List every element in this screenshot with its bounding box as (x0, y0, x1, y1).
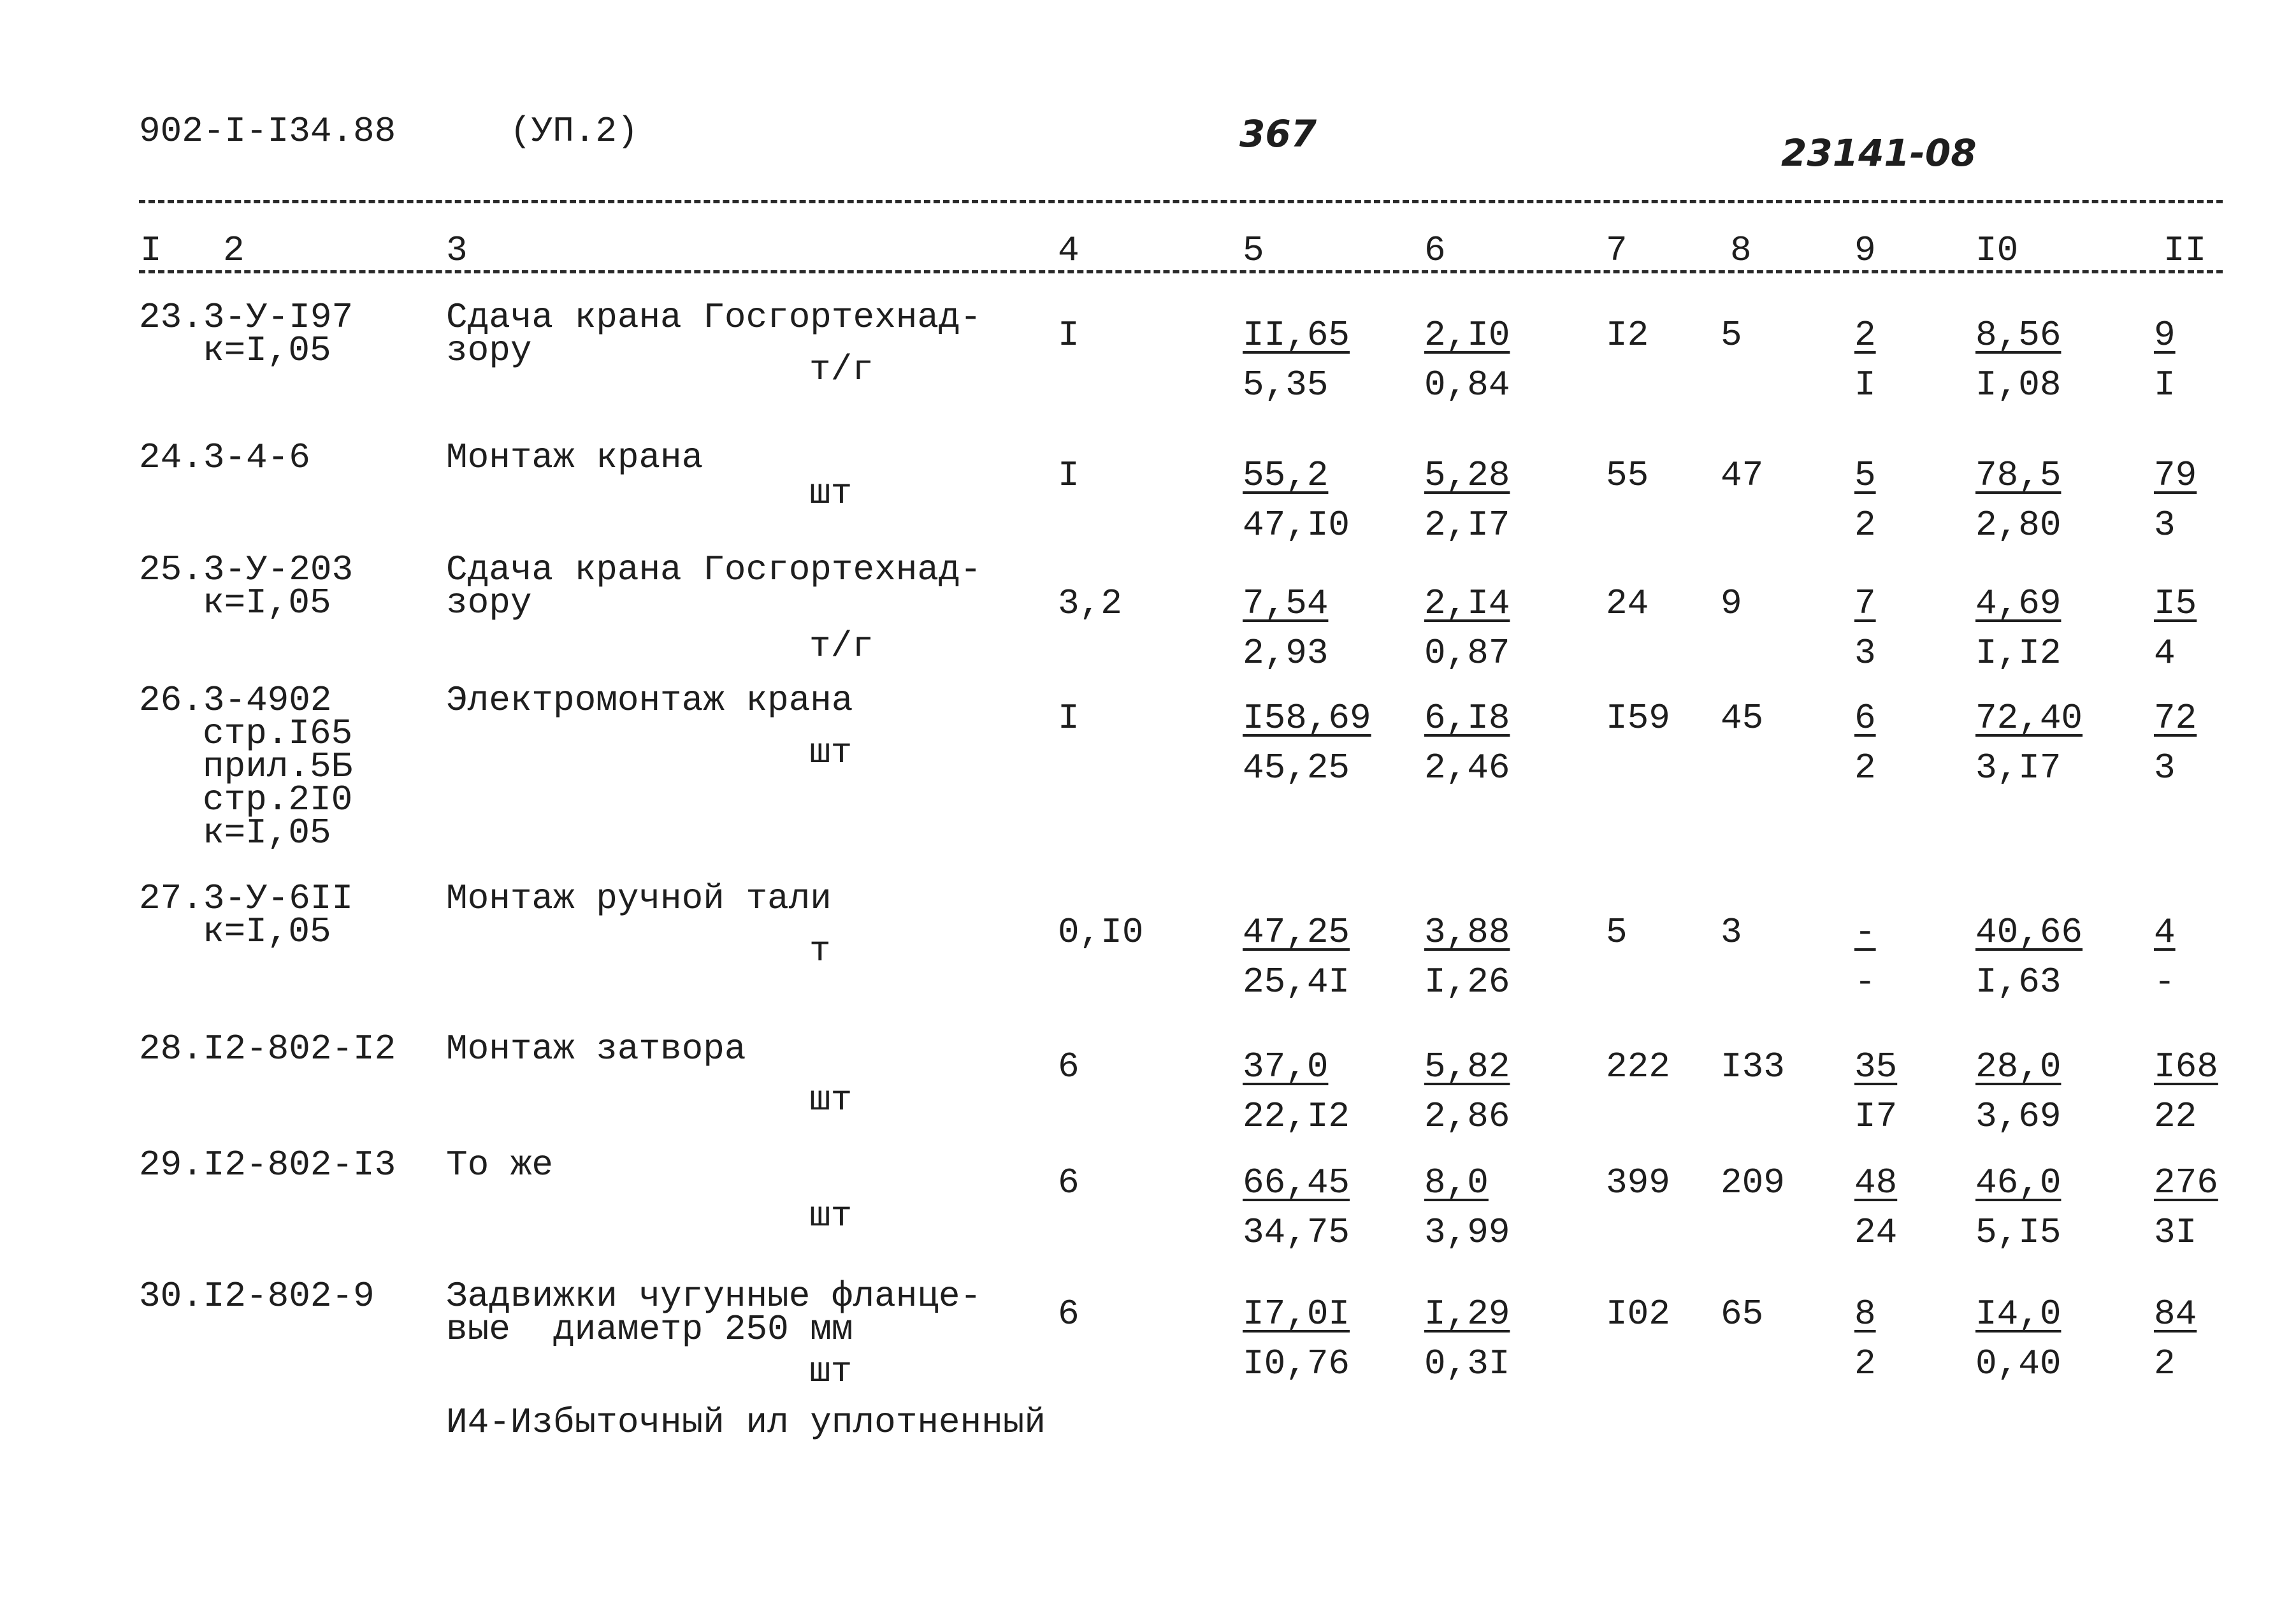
unit-label: шт (809, 1351, 853, 1392)
c6-numerator: 8,0 (1424, 1162, 1489, 1203)
c6-denominator: 0,84 (1424, 365, 1510, 405)
header-dashed-rule (139, 200, 2223, 203)
quantity-value: 6 (1058, 1162, 1079, 1203)
item-code-line: стр.I65 (203, 713, 353, 754)
item-code-line: 28.I2-802-I2 (139, 1029, 396, 1069)
c5-numerator: 55,2 (1243, 455, 1329, 496)
c9-numerator: 8 (1854, 1294, 1876, 1334)
c10-numerator: 46,0 (1975, 1162, 2061, 1203)
quantity-value: 3,2 (1058, 583, 1122, 624)
c7-value: 222 (1606, 1046, 1670, 1087)
item-code-line: 23.3-У-I97 (139, 297, 354, 338)
c11-denominator: 2 (2154, 1343, 2176, 1384)
c5-numerator: I58,69 (1243, 698, 1371, 739)
c11-numerator: 9 (2154, 315, 2176, 356)
c11-numerator: 4 (2154, 912, 2176, 953)
c10-numerator: 28,0 (1975, 1046, 2061, 1087)
c11-numerator: 72 (2154, 698, 2197, 739)
unit-label: шт (809, 1080, 853, 1120)
item-name-line: Электромонтаж крана (446, 680, 853, 721)
unit-label: шт (809, 1195, 853, 1236)
col-header-7: 7 (1606, 230, 1628, 271)
item-code-line: прил.5Б (203, 746, 353, 787)
c9-denominator: I7 (1854, 1096, 1898, 1137)
c7-value: I02 (1606, 1294, 1670, 1334)
c6-denominator: 2,I7 (1424, 505, 1510, 545)
c11-numerator: 79 (2154, 455, 2197, 496)
col-header-11: II (2163, 230, 2207, 271)
c10-denominator: 2,80 (1975, 505, 2061, 545)
footer-note: И4-Избыточный ил уплотненный (446, 1402, 1046, 1443)
item-name-line: Сдача крана Госгортехнад- (446, 297, 982, 338)
c11-numerator: I68 (2154, 1046, 2218, 1087)
c10-numerator: 72,40 (1975, 698, 2083, 739)
item-code-line: к=I,05 (203, 582, 331, 623)
c6-numerator: 5,28 (1424, 455, 1510, 496)
c5-denominator: 22,I2 (1243, 1096, 1350, 1137)
archive-stamp: 23141-08 (1781, 131, 1977, 175)
c10-numerator: 8,56 (1975, 315, 2061, 356)
c8-value: 45 (1721, 698, 1764, 739)
c7-value: I2 (1606, 315, 1649, 356)
c9-numerator: 2 (1854, 315, 1876, 356)
c5-numerator: 7,54 (1243, 583, 1329, 624)
quantity-value: I (1058, 698, 1079, 739)
c7-value: 5 (1606, 912, 1628, 953)
c11-denominator: 4 (2154, 633, 2176, 674)
item-name-line: зору (446, 330, 532, 371)
c9-numerator: 7 (1854, 583, 1876, 624)
c11-denominator: 3 (2154, 748, 2176, 788)
c7-value: 24 (1606, 583, 1649, 624)
quantity-value: 6 (1058, 1294, 1079, 1334)
item-code-line: 25.3-У-203 (139, 549, 354, 590)
item-code-line: к=I,05 (203, 330, 331, 371)
c5-numerator: 37,0 (1243, 1046, 1329, 1087)
c9-denominator: 2 (1854, 748, 1876, 788)
c10-numerator: 78,5 (1975, 455, 2061, 496)
c6-numerator: I,29 (1424, 1294, 1510, 1334)
unit-label: шт (809, 473, 853, 514)
c10-numerator: 4,69 (1975, 583, 2061, 624)
c10-denominator: I,08 (1975, 365, 2061, 405)
item-code-line: 24.3-4-6 (139, 437, 310, 478)
c11-numerator: I5 (2154, 583, 2197, 624)
item-code-line: 26.3-4902 (139, 680, 332, 721)
c7-value: 55 (1606, 455, 1649, 496)
c9-denominator: 2 (1854, 505, 1876, 545)
c5-denominator: 5,35 (1243, 365, 1329, 405)
column-header-dashed-rule (139, 270, 2223, 273)
item-name-line: Сдача крана Госгортехнад- (446, 549, 982, 590)
c8-value: 3 (1721, 912, 1742, 953)
quantity-value: I (1058, 455, 1079, 496)
c9-denominator: I (1854, 365, 1876, 405)
c11-denominator: 3I (2154, 1212, 2197, 1253)
unit-label: т/г (809, 626, 874, 667)
c6-denominator: 0,87 (1424, 633, 1510, 674)
c6-denominator: I,26 (1424, 962, 1510, 1002)
item-name-line: То же (446, 1145, 554, 1185)
c6-numerator: 6,I8 (1424, 698, 1510, 739)
c6-denominator: 3,99 (1424, 1212, 1510, 1253)
c8-value: 209 (1721, 1162, 1785, 1203)
item-code-line: к=I,05 (203, 911, 331, 952)
doc-code: 902-I-I34.88 (139, 111, 396, 152)
col-header-6: 6 (1424, 230, 1446, 271)
c10-denominator: I,I2 (1975, 633, 2061, 674)
c10-denominator: 3,69 (1975, 1096, 2061, 1137)
unit-label: шт (809, 732, 853, 773)
col-header-3: 3 (446, 230, 468, 271)
c11-numerator: 276 (2154, 1162, 2218, 1203)
c10-denominator: 3,I7 (1975, 748, 2061, 788)
item-code-line: 29.I2-802-I3 (139, 1145, 396, 1185)
c6-numerator: 2,I0 (1424, 315, 1510, 356)
c7-value: I59 (1606, 698, 1670, 739)
c11-denominator: 22 (2154, 1096, 2197, 1137)
c5-numerator: 47,25 (1243, 912, 1350, 953)
c6-denominator: 2,86 (1424, 1096, 1510, 1137)
col-header-5: 5 (1243, 230, 1264, 271)
c7-value: 399 (1606, 1162, 1670, 1203)
col-header-4: 4 (1058, 230, 1079, 271)
item-name-line: Монтаж ручной тали (446, 878, 832, 919)
c10-numerator: I4,0 (1975, 1294, 2061, 1334)
c9-denominator: - (1854, 962, 1876, 1002)
c5-denominator: 47,I0 (1243, 505, 1350, 545)
c8-value: 9 (1721, 583, 1742, 624)
c10-denominator: 5,I5 (1975, 1212, 2061, 1253)
c5-denominator: 2,93 (1243, 633, 1329, 674)
c8-value: 5 (1721, 315, 1742, 356)
col-header-10: I0 (1975, 230, 2019, 271)
c5-denominator: 25,4I (1243, 962, 1350, 1002)
c10-numerator: 40,66 (1975, 912, 2083, 953)
page-number: 367 (1239, 112, 1317, 155)
col-header-2: 2 (223, 230, 245, 271)
unit-label: т/г (809, 349, 874, 390)
c9-numerator: 6 (1854, 698, 1876, 739)
c11-numerator: 84 (2154, 1294, 2197, 1334)
c5-denominator: I0,76 (1243, 1343, 1350, 1384)
item-name-line: Монтаж затвора (446, 1029, 746, 1069)
item-name-line: Задвижки чугунные фланце- (446, 1276, 982, 1317)
item-code-line: 30.I2-802-9 (139, 1276, 375, 1317)
item-name-line: зору (446, 582, 532, 623)
c6-denominator: 0,3I (1424, 1343, 1510, 1384)
col-header-9: 9 (1854, 230, 1876, 271)
c9-denominator: 3 (1854, 633, 1876, 674)
c6-denominator: 2,46 (1424, 748, 1510, 788)
c5-numerator: II,65 (1243, 315, 1350, 356)
col-header-1: I (140, 230, 162, 271)
quantity-value: 6 (1058, 1046, 1079, 1087)
c9-numerator: 48 (1854, 1162, 1898, 1203)
quantity-value: 0,I0 (1058, 912, 1144, 953)
c9-numerator: 35 (1854, 1046, 1898, 1087)
c8-value: I33 (1721, 1046, 1785, 1087)
item-code-line: стр.2I0 (203, 779, 353, 820)
c9-numerator: 5 (1854, 455, 1876, 496)
c8-value: 65 (1721, 1294, 1764, 1334)
col-header-8: 8 (1730, 230, 1752, 271)
c10-denominator: 0,40 (1975, 1343, 2061, 1384)
c11-denominator: I (2154, 365, 2176, 405)
item-code-line: 27.3-У-6II (139, 878, 354, 919)
c11-denominator: - (2154, 962, 2176, 1002)
c9-numerator: - (1854, 912, 1876, 953)
c5-numerator: I7,0I (1243, 1294, 1350, 1334)
item-name-line: вые диаметр 250 мм (446, 1309, 853, 1350)
unit-label: т (809, 930, 831, 971)
c5-denominator: 45,25 (1243, 748, 1350, 788)
c9-denominator: 2 (1854, 1343, 1876, 1384)
item-code-line: к=I,05 (203, 813, 331, 853)
item-name-line: Монтаж крана (446, 437, 704, 478)
c8-value: 47 (1721, 455, 1764, 496)
c6-numerator: 5,82 (1424, 1046, 1510, 1087)
c10-denominator: I,63 (1975, 962, 2061, 1002)
c6-numerator: 3,88 (1424, 912, 1510, 953)
c5-denominator: 34,75 (1243, 1212, 1350, 1253)
c6-numerator: 2,I4 (1424, 583, 1510, 624)
c5-numerator: 66,45 (1243, 1162, 1350, 1203)
c9-denominator: 24 (1854, 1212, 1898, 1253)
album-code: (УП.2) (510, 111, 639, 152)
c11-denominator: 3 (2154, 505, 2176, 545)
quantity-value: I (1058, 315, 1079, 356)
